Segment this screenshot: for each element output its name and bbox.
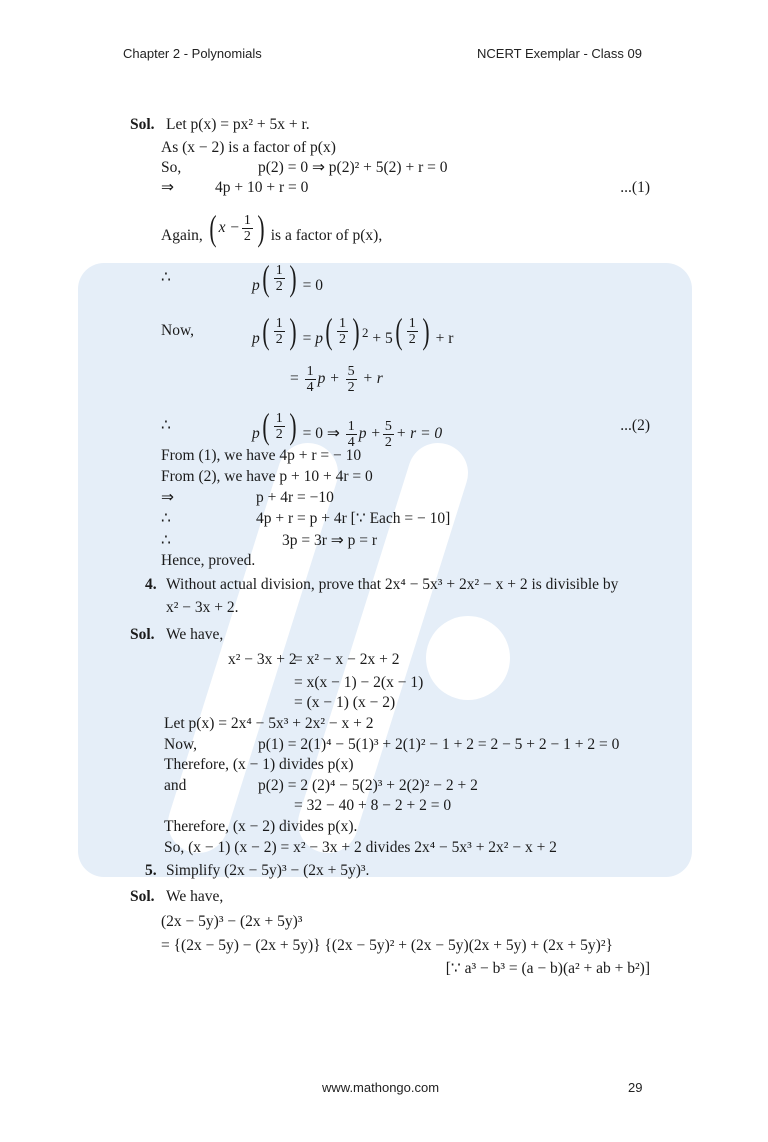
sol-label: Sol. xyxy=(130,626,155,643)
equation: p + 4r = −10 xyxy=(256,489,334,506)
text-line xyxy=(161,210,382,254)
fraction xyxy=(242,213,253,244)
text: p + xyxy=(358,425,381,442)
equation: (2x − 5y)³ − (2x + 5y)³ xyxy=(161,913,303,930)
page-number: 29 xyxy=(628,1080,643,1095)
parenthesis-group xyxy=(260,408,299,444)
numerator: ( 1 xyxy=(275,315,283,331)
text: ( x − xyxy=(218,219,240,236)
denominator: 4 xyxy=(306,379,314,395)
text: p xyxy=(315,330,323,347)
therefore-symbol: ∴ xyxy=(161,510,171,527)
equation: p(2) = 2 (2)⁴ − 5(2)³ + 2(2)² − 2 + 2 xyxy=(258,777,478,794)
text: Now, xyxy=(161,322,195,339)
denominator: 2 xyxy=(384,434,392,450)
question-text: Simplify (2x − 5y)³ − (2x + 5y)³. xyxy=(166,862,370,879)
text: + r xyxy=(362,370,383,387)
numerator: ( 1 xyxy=(339,315,346,331)
text-line xyxy=(161,260,171,296)
text: p xyxy=(252,277,260,294)
equation-tag: ...(2) xyxy=(620,417,650,434)
text: Again, xyxy=(161,227,203,244)
equation: 4p + r = p + 4r [∵ Each = − 10] xyxy=(256,510,451,527)
numerator: 5 xyxy=(384,418,392,434)
text: p + xyxy=(317,370,340,387)
equation: = 32 − 40 + 8 − 2 + 2 = 0 xyxy=(294,797,452,814)
numerator: ( 1 xyxy=(275,262,283,278)
denominator: 2 xyxy=(347,379,355,395)
text-line: From (1), we have 4p + r = − 10 xyxy=(161,447,362,464)
text-line: As (x − 2) is a factor of p(x) xyxy=(161,139,336,156)
question-text: x² − 3x + 2. xyxy=(166,599,239,616)
text-line: and xyxy=(164,777,187,794)
equation: 4p + 10 + r = 0 xyxy=(215,179,309,196)
fraction xyxy=(383,419,394,450)
question-text: Without actual division, prove that 2x⁴ − 5x³ + 2x² − x + 2 is divisible by xyxy=(166,576,619,593)
denominator: 2 xyxy=(339,331,346,347)
text-line: We have, xyxy=(166,888,224,905)
text: p xyxy=(252,425,260,442)
parenthesis-group xyxy=(260,313,299,349)
equation: = x(x − 1) − 2(x − 1) xyxy=(294,674,424,691)
book-title: NCERT Exemplar - Class 09 xyxy=(477,46,642,61)
text-line: Now, xyxy=(164,736,198,753)
parenthesis-group xyxy=(260,260,299,296)
fraction xyxy=(407,316,418,347)
equation: x² − 3x + 2 xyxy=(228,651,297,668)
parenthesis-group xyxy=(207,210,267,246)
denominator: 2 xyxy=(408,331,416,347)
equation: = (x − 1) (x − 2) xyxy=(294,694,396,711)
therefore-symbol: ∴ xyxy=(161,417,171,434)
text: + r xyxy=(435,330,454,347)
numerator: ( 1 xyxy=(408,315,416,331)
text: = xyxy=(290,370,299,387)
numerator: 1 xyxy=(306,363,314,379)
text-line: From (2), we have p + 10 + 4r = 0 xyxy=(161,468,373,485)
question-number: 5. xyxy=(145,862,157,879)
equation xyxy=(252,260,323,304)
equation xyxy=(252,408,442,452)
implies-symbol: ⇒ xyxy=(161,489,174,506)
denominator: 2 xyxy=(243,228,251,244)
sol-label: Sol. xyxy=(130,116,155,133)
implies-symbol: ⇒ xyxy=(161,179,174,196)
equation: 3p = 3r ⇒ p = r xyxy=(282,532,378,549)
numerator: 5 xyxy=(347,363,355,379)
text: + r = 0 xyxy=(395,425,443,442)
text-line: Let p(x) = px² + 5x + r. xyxy=(166,116,310,133)
parenthesis-group xyxy=(393,313,432,349)
text: p xyxy=(252,330,260,347)
equation: p(1) = 2(1)⁴ − 5(1)³ + 2(1)² − 1 + 2 = 2 − 5 + 2 − 1 + 2 = 0 xyxy=(258,736,620,753)
text-line xyxy=(161,313,194,349)
identity-note: [∵ a³ − b³ = (a − b)(a² + ab + b²)] xyxy=(445,960,650,977)
text-line: So, xyxy=(161,159,182,176)
equation: = x² − x − 2x + 2 xyxy=(294,651,400,668)
equation xyxy=(290,362,383,396)
therefore-symbol: ∴ xyxy=(161,269,171,286)
text: + 5 xyxy=(372,330,393,347)
text-line: Therefore, (x − 2) divides p(x). xyxy=(164,818,358,835)
denominator: 2 xyxy=(275,426,283,442)
text-line: Hence, proved. xyxy=(161,552,256,569)
denominator: 2 xyxy=(275,331,283,347)
chapter-title: Chapter 2 - Polynomials xyxy=(123,46,262,61)
text-line: We have, xyxy=(166,626,224,643)
exponent: 2 xyxy=(362,324,369,340)
therefore-symbol: ∴ xyxy=(161,532,171,549)
question-number: 4. xyxy=(145,576,157,593)
sol-label: Sol. xyxy=(130,888,155,905)
footer-website: www.mathongo.com xyxy=(322,1080,440,1095)
fraction xyxy=(346,364,357,395)
numerator: 1 xyxy=(243,212,251,228)
text-line xyxy=(161,408,171,444)
fraction xyxy=(346,419,357,450)
denominator: 4 xyxy=(347,434,355,450)
fraction xyxy=(274,411,285,442)
fraction xyxy=(305,364,316,395)
text-line: So, (x − 1) (x − 2) = x² − 3x + 2 divides 2x⁴ − 5x³ + 2x² − x + 2 xyxy=(164,839,557,856)
equation: = {(2x − 5y) − (2x + 5y)} {(2x − 5y)² + (2x − 5y)(2x + 5y) + (2x + 5y)²} xyxy=(161,937,613,954)
numerator: ( 1 xyxy=(275,410,283,426)
equation: p(2) = 0 ⇒ p(2)² + 5(2) + r = 0 xyxy=(258,159,448,176)
equation xyxy=(252,313,453,357)
text: is a factor of p(x), xyxy=(270,227,383,244)
equation-tag: ...(1) xyxy=(620,179,650,196)
text: = 0 ⇒ xyxy=(302,425,340,442)
text-line: Therefore, (x − 1) divides p(x) xyxy=(164,756,354,773)
fraction xyxy=(337,316,348,347)
fraction xyxy=(274,263,285,294)
numerator: 1 xyxy=(347,418,355,434)
parenthesis-group xyxy=(323,313,362,349)
fraction xyxy=(274,316,285,347)
text: = 0 xyxy=(302,277,323,294)
text-line: Let p(x) = 2x⁴ − 5x³ + 2x² − x + 2 xyxy=(164,715,374,732)
denominator: 2 xyxy=(275,278,283,294)
text: = xyxy=(302,330,312,347)
